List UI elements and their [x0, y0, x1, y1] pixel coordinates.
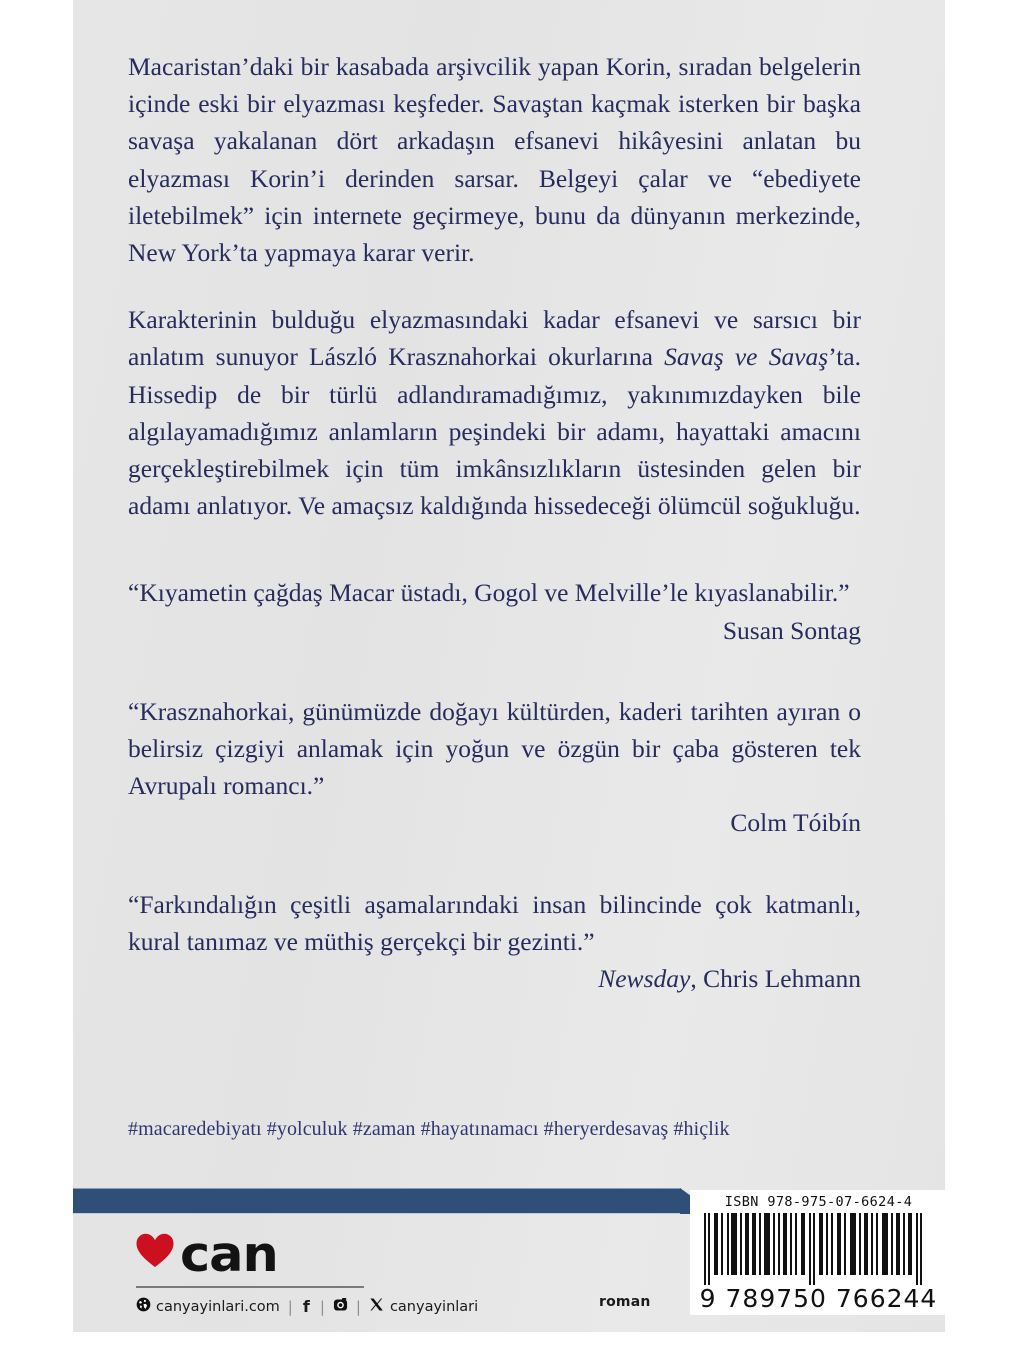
spacer [128, 675, 861, 693]
blurb-paragraph-2-part-2: ’ta. Hissedip de bir türlü adlandıramadığımız, yakınımızdayken bile algılayamadığımız anlamların peşindeki bir adamı, hayattaki amacını gerçekleştirebilmek için tüm imkânsızlıkların üstesinden gelen bir adamı anlatıyor. Ve amaçsız kaldığında hissedeceği ölümcül soğukluğu. [128, 342, 861, 521]
facebook-icon[interactable]: f [302, 1297, 310, 1316]
isbn-text: ISBN 978-975-07-6624-4 [724, 1194, 913, 1210]
publication-name-italic: Newsday [598, 964, 691, 994]
review-quote-3 [128, 886, 861, 998]
barcode-digits: 9 789750 766244 [699, 1284, 938, 1313]
separator: | [319, 1297, 325, 1316]
blurb-paragraph-1: Macaristan’daki bir kasabada arşivcilik yapan Korin, sıradan belgelerin içinde eski bir elyazması keşfeder. Savaştan kaçmak isterken bir başka savaşa yakalanan dört arkadaşın efsanevi hikâyesini anlatan bu elyazması Korin’i derinden sarsar. Belgeyi çalar ve “ebediyete iletebilmek” için internete geçirmeye, bunu da dünyanın merkezinde, New York’ta yapmaya karar verir. [128, 52, 861, 268]
book-back-cover [73, 0, 945, 1332]
blurb-copy-area [128, 48, 861, 1023]
hashtag-line: #macaredebiyatı #yolculuk #zaman #hayatınamacı #heryerdesavaş #hiçlik [128, 1118, 730, 1140]
publisher-divider [136, 1286, 364, 1288]
review-quote-3-author: , Chris Lehmann [690, 964, 861, 994]
blurb-paragraph-2-part-1: Karakterinin bulduğu elyazmasındaki kadar efsanevi ve sarsıcı bir anlatım sunuyor László Krasznahorkai okurlarına [128, 305, 861, 372]
genre-label: roman [599, 1294, 651, 1310]
review-quote-1 [128, 574, 861, 648]
book-title-italic: Savaş ve Savaş [664, 342, 829, 372]
separator: | [287, 1297, 293, 1316]
navy-footer-band [73, 1188, 681, 1214]
review-quote-1-text: “Kıyametin çağdaş Macar üstadı, Gogol ve Melville’le kıyaslanabilir.” [128, 578, 850, 608]
review-quote-2 [128, 693, 861, 842]
review-quote-1-attribution: Susan Sontag [722, 615, 861, 645]
review-quote-3-attribution [128, 960, 861, 997]
instagram-icon[interactable] [333, 1297, 348, 1316]
publisher-handle[interactable]: canyayinlari [389, 1298, 479, 1315]
publisher-logo [136, 1225, 436, 1283]
barcode-block [690, 1190, 945, 1315]
separator: | [355, 1297, 361, 1316]
x-twitter-icon[interactable] [369, 1297, 384, 1316]
publisher-name: can [180, 1225, 278, 1283]
spacer [128, 868, 861, 886]
publisher-block [136, 1225, 479, 1316]
review-quote-2-attribution: Colm Tóibín [730, 808, 861, 838]
barcode-bars [696, 1213, 929, 1285]
blurb-paragraph-2 [128, 301, 861, 524]
spacer [128, 554, 861, 574]
review-quote-3-text: “Farkındalığın çeşitli aşamalarındaki insan bilincinde çok katmanlı, kural tanımaz ve müthiş gerçekçi bir gezinti.” [128, 889, 861, 956]
heart-icon [136, 1233, 174, 1273]
publisher-website[interactable]: canyayinlari.com [156, 1298, 280, 1315]
review-quote-2-text: “Krasznahorkai, günümüzde doğayı kültürden, kaderi tarihten ayıran o belirsiz çizgiyi anlamak için yoğun ve özgün bir çaba gösteren tek Avrupalı romancı.” [128, 696, 861, 801]
publisher-social-row [136, 1297, 479, 1316]
globe-icon [136, 1297, 151, 1316]
